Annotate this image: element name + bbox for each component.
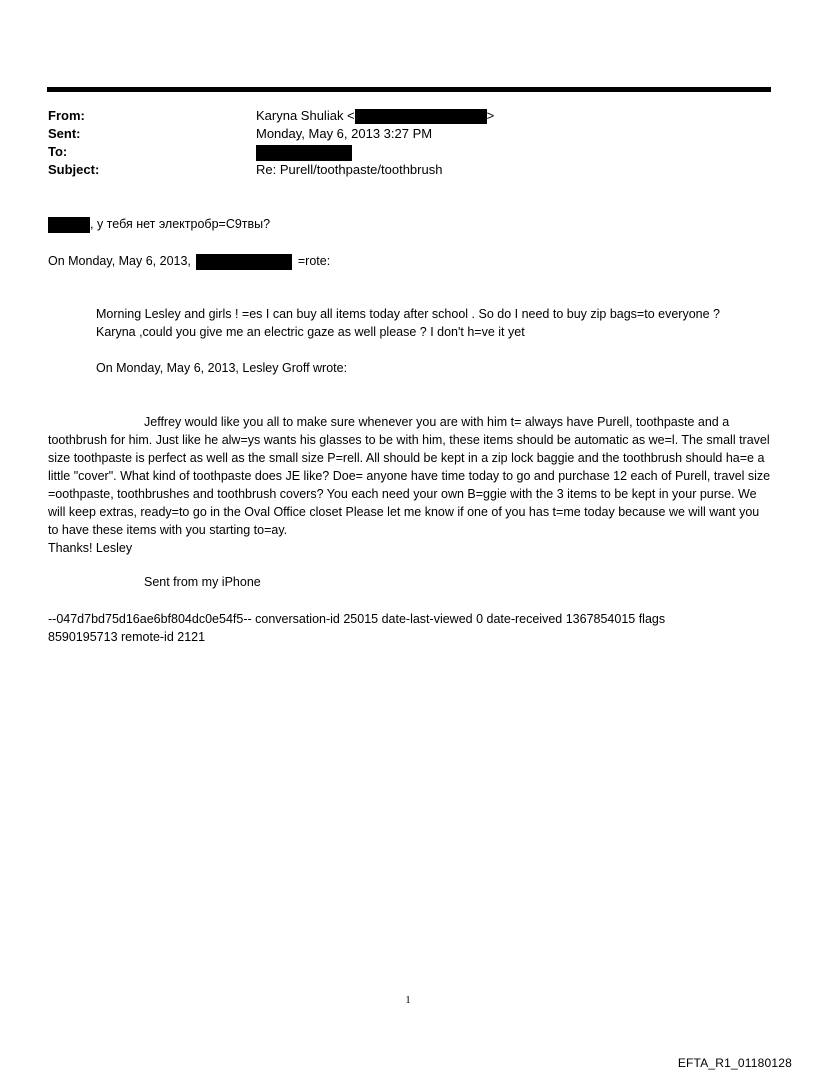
page-number: 1 — [405, 994, 411, 1006]
redacted-sender — [196, 254, 292, 270]
reply-text: , у тебя нет электробр=С9твы? — [90, 217, 271, 231]
footer-document-id: EFTA_R1_01180128 — [677, 1056, 792, 1070]
from-value — [256, 107, 494, 125]
morning-line-1: Morning Lesley and girls ! =es I can buy all items today after school . So do I need to buy zip bags=to everyone ? — [96, 307, 720, 321]
sent-from-line: Sent from my iPhone — [144, 575, 261, 589]
quoted-intro-prefix: On Monday, May 6, 2013, — [48, 254, 191, 268]
main-paragraph — [48, 413, 772, 557]
quoted-intro-suffix: =rote: — [297, 254, 331, 268]
to-label: To: — [48, 144, 68, 159]
lesley-intro: On Monday, May 6, 2013, Lesley Groff wrote: — [96, 361, 348, 375]
quoted-intro — [48, 252, 330, 270]
subject-value: Re: Purell/toothpaste/toothbrush — [256, 162, 443, 177]
sent-value: Monday, May 6, 2013 3:27 PM — [256, 126, 433, 141]
main-paragraph-text: Jeffrey would like you all to make sure whenever you are with him t= always have Purell, toothpaste and a toothbrush for him. Just like he alw=ys wants his glasses to be with him, these items should be automatic as we=l. The small travel size toothpaste is perfect as well as the small size P=rell. All should be kept in a zip lock baggie and the toothbrush should ha=e a little "cover". What kind of toothpaste does JE like? Doe= anyone have time today to go and purchase 12 each of Purell, travel size =oothpaste, toothbrushes and toothbrush covers? You each need your own B=ggie with the 3 items to be kept in your purse. We will keep extras, ready=to go in the Oval Office closet Please let me know if one of you has t=me today because we will want you to have these items with you starting to=ay. — [48, 415, 771, 537]
thanks-line: Thanks! Lesley — [48, 541, 133, 555]
subject-label: Subject: — [48, 162, 100, 177]
meta-line-2: 8590195713 remote-id 2121 — [48, 630, 206, 644]
header-rule — [47, 87, 771, 92]
redacted-email — [355, 109, 487, 124]
morning-line-2: Karyna ,could you give me an electric gaze as well please ? I don't h=ve it yet — [96, 325, 525, 339]
to-value — [256, 143, 352, 161]
from-suffix: > — [486, 108, 495, 123]
redacted-name — [48, 217, 90, 233]
from-label: From: — [48, 108, 85, 123]
reply-line — [48, 215, 270, 233]
meta-line-1: --047d7bd75d16ae6bf804dc0e54f5-- conversation-id 25015 date-last-viewed 0 date-received 1367854015 flags — [48, 612, 666, 626]
from-name: Karyna Shuliak < — [256, 108, 355, 123]
redacted-recipient — [256, 145, 352, 161]
sent-label: Sent: — [48, 126, 81, 141]
